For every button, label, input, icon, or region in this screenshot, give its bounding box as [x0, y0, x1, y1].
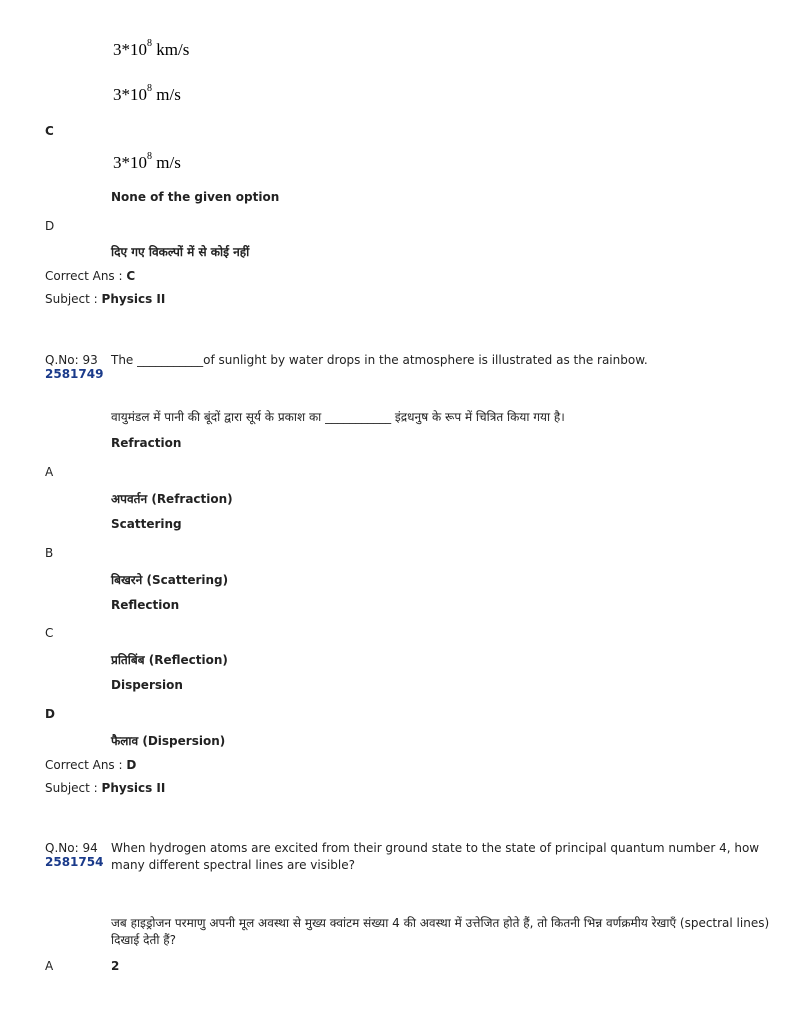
option-letter-d: D: [45, 219, 55, 233]
option-math-km: $3*10^8$ km/s: [113, 38, 190, 59]
option-hi-b: बिखरने (Scattering): [111, 573, 229, 587]
option-en-b: Scattering: [111, 517, 182, 531]
option-letter-d: D: [45, 707, 55, 721]
subject: Subject : Physics II: [45, 292, 166, 306]
option-letter-a: A: [45, 959, 54, 973]
subject: Subject : Physics II: [45, 781, 166, 795]
question-id: 2581754: [45, 855, 104, 869]
option-text-none-hi: दिए गए विकल्पों में से कोई नहीं: [111, 245, 250, 259]
option-letter-a: A: [45, 465, 54, 479]
correct-answer: Correct Ans : C: [45, 269, 136, 283]
option-math-ms: $3*10^8$ m/s: [113, 83, 181, 104]
option-en-a: Refraction: [111, 436, 182, 450]
option-letter-b: B: [45, 546, 54, 560]
question-number: Q.No: 93: [45, 353, 98, 367]
question-number: Q.No: 94: [45, 841, 98, 855]
question-id: 2581749: [45, 367, 104, 381]
option-en-d: Dispersion: [111, 678, 183, 692]
option-letter-c: C: [45, 626, 54, 640]
question-text-hi: वायुमंडल में पानी की बूंदों द्वारा सूर्य के प्रकाश का ___________ इंद्रधनुष के रूप में चित्रित किया गया है।: [111, 410, 565, 424]
option-text-none: None of the given option: [111, 190, 280, 204]
option-value-a: 2: [111, 959, 120, 973]
question-text-en: The ___________of sunlight by water drops in the atmosphere is illustrated as the rainbow.: [111, 353, 648, 367]
option-math-ms-c: $3*10^8$ m/s: [113, 151, 181, 172]
option-hi-a: अपवर्तन (Refraction): [111, 492, 233, 506]
question-text-hi: जब हाइड्रोजन परमाणु अपनी मूल अवस्था से मुख्य क्वांटम संख्या 4 की अवस्था में उत्तेजित होते हैं, तो कितनी भिन्न वर्णक्रमीय रेखाएँ (spectral lines) दिखाई देती हैं?: [111, 916, 770, 947]
question-text-en: When hydrogen atoms are excited from their ground state to the state of principal quantum number 4, how many different spectral lines are visible?: [111, 841, 760, 872]
option-en-c: Reflection: [111, 598, 180, 612]
option-letter-c: C: [45, 124, 54, 138]
correct-answer: Correct Ans : D: [45, 758, 137, 772]
option-hi-c: प्रतिबिंब (Reflection): [111, 653, 228, 667]
option-hi-d: फैलाव (Dispersion): [111, 734, 226, 748]
